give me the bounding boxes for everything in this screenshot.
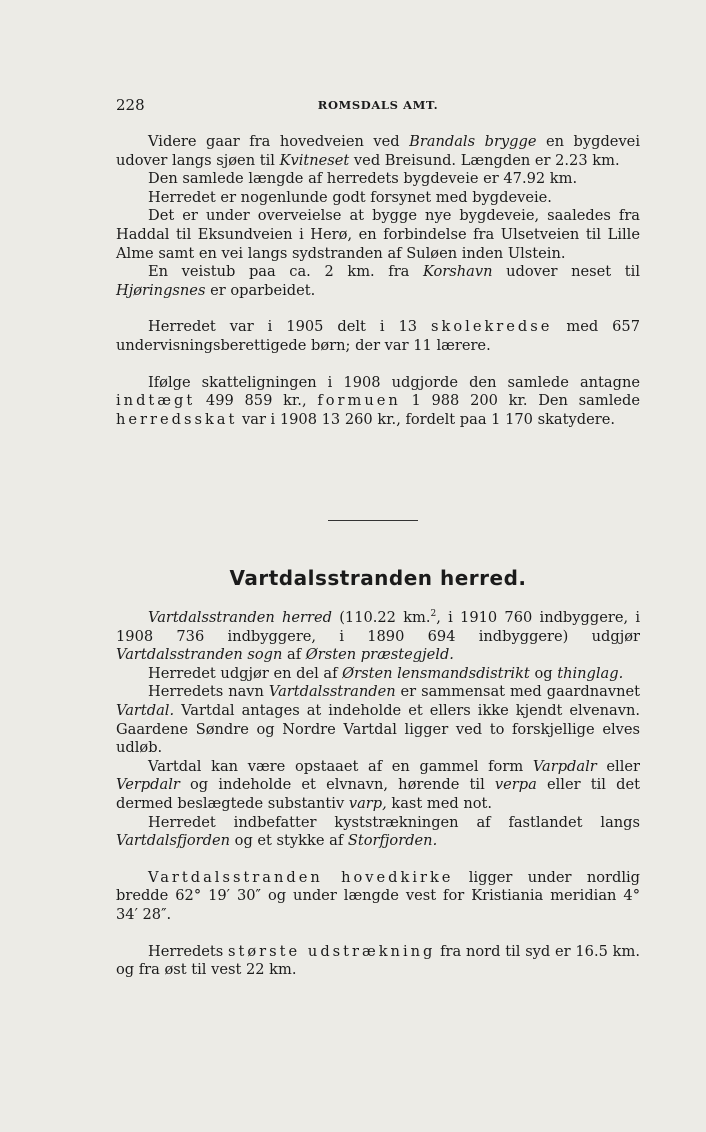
paragraph-taxes: Ifølge skatteligningen i 1908 udgjorde den samlede antagne indtægt 499 859 kr., formuen 1 988 200 kr. Den samlede herredsskat var i 1908 13 260 kr., fordelt paa 1 170 skatydere. — [116, 373, 640, 428]
place-name: Korshavn — [423, 263, 493, 281]
paragraph-coastline: Herredet indbefatter kyststrækningen af fastlandet langs Vartdalsfjorden og et stykke af Storfjorden. — [116, 813, 640, 850]
paragraph-road-length: Den samlede længde af herredets bygdeveie er 47.92 km. — [148, 170, 578, 188]
paragraph-road-stub: En veistub paa ca. 2 km. fra Korshavn udover neset til Hjøringsnes er oparbeidet. — [116, 263, 640, 299]
paragraph-roads: Videre gaar fra hovedveien ved Brandals brygge en bygdevei udover langs sjøen til Kvitneset ved Breisund. Længden er 2.23 km. — [116, 133, 640, 169]
paragraph-extent: Herredets største udstrækning fra nord til syd er 16.5 km. og fra øst til vest 22 km. — [116, 942, 640, 979]
paragraph-etymology: Vartdal kan være opstaaet af en gammel form Varpdalr eller Verpdalr og indeholde et elvnavn, hørende til verpa eller til det dermed beslægtede substantiv varp, kast med not. — [116, 757, 640, 812]
paragraph-name-origin: Herredets navn Vartdalsstranden er sammensat med gaardnavnet Vartdal. Vartdal antages at indeholde et ellers ikke kjendt elvenavn. Gaardene Søndre og Nordre Vartdal ligger ved to forskjellige elves udløb. — [116, 683, 640, 757]
spaced-term: Vartdalsstranden hovedkirke — [148, 868, 454, 886]
place-name: Brandals brygge — [409, 133, 537, 150]
running-head: ROMSDALS AMT. — [317, 98, 439, 112]
text-block-vartdal — [116, 609, 640, 980]
paragraph-road-supply: Herredet er nogenlunde godt forsynet med bygdeveie. — [148, 188, 552, 206]
section-divider — [328, 520, 418, 521]
place-name: Kvitneset — [279, 151, 350, 169]
spaced-term: skolekredse — [431, 318, 553, 336]
paragraph-planned-roads: Det er under overveielse at bygge nye bygdeveie, saaledes fra Haddal til Eksundveien i Herø, en forbindelse fra Ulsetveien til Lille Alme samt en vei langs sydstranden af Suløen inden Ulstein. — [116, 207, 640, 262]
place-name: Hjøringsnes — [116, 281, 206, 299]
page-number: 228 — [116, 96, 145, 114]
paragraph-district: Herredet udgjør en del af Ørsten lensmandsdistrikt og thinglag. — [148, 664, 624, 682]
section-heading: Vartdalsstranden herred. — [229, 566, 527, 590]
spaced-term: indtægt — [116, 392, 196, 410]
text-block-roads — [116, 133, 640, 429]
paragraph-population: Vartdalsstranden herred (110.22 km.$^2$, i 1910 760 indbyggere, i 1908 736 indbyggere, i 1890 694 indbyggere) udgjør Vartdalsstranden sogn af Ørsten præstegjeld. — [116, 609, 641, 664]
paragraph-church-location: Vartdalsstranden hovedkirke ligger under nordlig bredde 62° 19′ 30″ og under længde vest for Kristiania meridian 4° 34′ 28″. — [116, 868, 640, 923]
spaced-term: formuen — [317, 392, 401, 410]
paragraph-schools: Herredet var i 1905 delt i 13 skolekredse med 657 undervisningsberettigede børn; der var 11 lærere. — [116, 318, 640, 354]
spaced-term: herredsskat — [116, 410, 238, 428]
spaced-term: største udstrækning — [228, 942, 436, 960]
page-header — [116, 96, 640, 118]
